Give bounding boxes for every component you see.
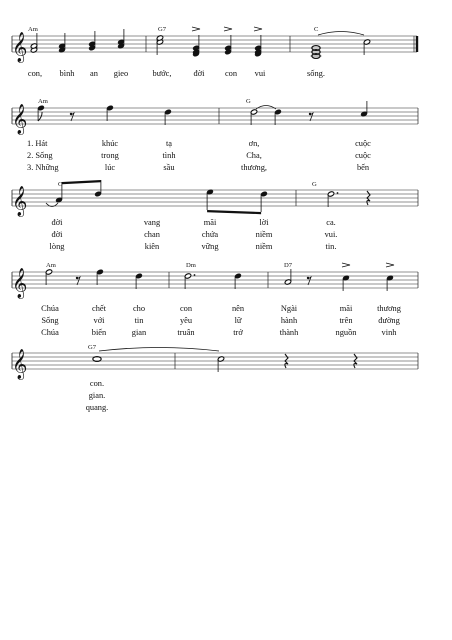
lyric-syllable: sầu	[163, 163, 175, 172]
lyric-syllable: đường	[378, 316, 400, 325]
lyric-syllable: Sống	[41, 316, 59, 325]
lyric-syllable: Chúa	[41, 304, 59, 313]
lyric-syllable: cuộc	[355, 151, 371, 160]
lyric-syllable: trở	[233, 328, 243, 337]
chord-symbol: Am	[38, 98, 48, 105]
lyric-syllable: Cha,	[246, 151, 262, 160]
augmentation-dot	[194, 274, 196, 276]
lyric-syllable: gieo	[113, 69, 129, 78]
lyric-syllable: niềm	[255, 242, 273, 251]
lyric-syllable: đời	[193, 69, 205, 78]
tie-slur	[99, 348, 219, 352]
lyric-syllable: truân	[177, 328, 195, 337]
chord-symbol: G	[246, 98, 251, 105]
lyric-syllable: nguồn	[335, 328, 357, 337]
lyric-syllable: ca.	[326, 218, 336, 227]
treble-clef-icon: 𝄞	[12, 32, 28, 63]
lyric-syllable: cuộc	[355, 139, 371, 148]
lyric-syllable: yêu	[179, 316, 193, 325]
lyric-syllable: thương	[377, 304, 401, 313]
lyric-syllable: bình	[59, 69, 75, 78]
chord-symbol: G	[312, 181, 317, 188]
lyric-syllable: tạ	[165, 139, 173, 148]
chord-symbol: Am	[28, 26, 38, 33]
lyric-syllable: con,	[27, 69, 43, 78]
note-beam	[207, 210, 261, 214]
lyric-syllable: tin.	[325, 242, 337, 251]
lyric-syllable: vững	[201, 242, 219, 251]
lyric-syllable: thương,	[241, 163, 267, 172]
whole-note	[93, 357, 101, 362]
chord-symbol: C	[58, 181, 63, 188]
lyric-syllable: đời	[51, 218, 63, 227]
lyric-syllable: quang.	[85, 403, 109, 412]
lyric-syllable: Chúa	[41, 328, 59, 337]
lyric-syllable: 3. Những	[27, 163, 59, 172]
chord-symbol: Am	[46, 262, 56, 269]
lyric-syllable: trong	[101, 151, 119, 160]
lyric-syllable: ơn,	[248, 139, 260, 148]
chord-symbol: C	[314, 26, 319, 33]
accent-mark	[254, 27, 262, 31]
lyric-syllable: sống.	[307, 69, 325, 78]
lyric-syllable: chan	[144, 230, 160, 239]
treble-clef-icon: 𝄞	[12, 104, 28, 135]
treble-clef-icon: 𝄞	[12, 186, 28, 217]
lyric-syllable: chết	[92, 304, 106, 313]
chord-symbol: G7	[88, 344, 97, 351]
accent-mark	[342, 263, 350, 267]
lyric-syllable: đời	[51, 230, 63, 239]
lyric-syllable: vinh	[381, 328, 397, 337]
lyric-syllable: chứa	[201, 230, 219, 239]
lyric-syllable: thành	[279, 328, 299, 337]
lyric-syllable: vui.	[324, 230, 338, 239]
lyric-syllable: 2. Sống	[27, 151, 53, 160]
lyric-syllable: lữ	[234, 316, 242, 325]
chord-symbol: D7	[284, 262, 293, 269]
lyric-syllable: con	[224, 69, 238, 78]
lyric-syllable: Ngài	[280, 304, 298, 313]
treble-clef-icon: 𝄞	[12, 268, 28, 299]
accent-mark	[224, 27, 232, 31]
lyric-syllable: với	[93, 316, 105, 325]
lyric-syllable: tin	[134, 316, 144, 325]
eighth-flag	[38, 112, 42, 121]
treble-clef-icon: 𝄞	[12, 349, 28, 380]
lyric-syllable: vang	[143, 218, 161, 227]
lyric-syllable: con.	[89, 379, 105, 388]
lyric-syllable: nên	[231, 304, 245, 313]
lyric-syllable: gian	[131, 328, 147, 337]
tie-slur	[256, 106, 276, 110]
lyric-syllable: biến	[91, 328, 107, 337]
lyric-syllable: niềm	[255, 230, 273, 239]
lyric-syllable: bước,	[152, 69, 172, 78]
lyric-syllable: mãi	[339, 304, 353, 313]
lyric-syllable: hành	[280, 316, 298, 325]
lyric-syllable: 1. Hát	[27, 139, 48, 148]
lyric-syllable: an	[90, 69, 98, 78]
lyric-syllable: gian.	[88, 391, 106, 400]
lyric-syllable: lòng	[49, 242, 65, 251]
lyric-syllable: mãi	[203, 218, 217, 227]
chord-symbol: G7	[158, 26, 167, 33]
lyric-syllable: lúc	[104, 163, 116, 172]
tie-slur	[318, 32, 364, 36]
note-beam	[62, 180, 101, 184]
lyric-syllable: kiên	[144, 242, 160, 251]
lyric-syllable: con	[179, 304, 193, 313]
lyric-syllable: tình	[162, 151, 176, 160]
lyric-syllable: cho	[132, 304, 146, 313]
augmentation-dot	[337, 192, 339, 194]
lyric-syllable: bến	[356, 163, 370, 172]
lyric-syllable: lời	[259, 218, 269, 227]
accent-mark	[386, 263, 394, 267]
accent-mark	[192, 27, 200, 31]
lyric-syllable: vui	[254, 69, 266, 78]
lyric-syllable: khúc	[101, 139, 119, 148]
chord-symbol: Dm	[186, 262, 196, 269]
lyric-syllable: trên	[339, 316, 353, 325]
